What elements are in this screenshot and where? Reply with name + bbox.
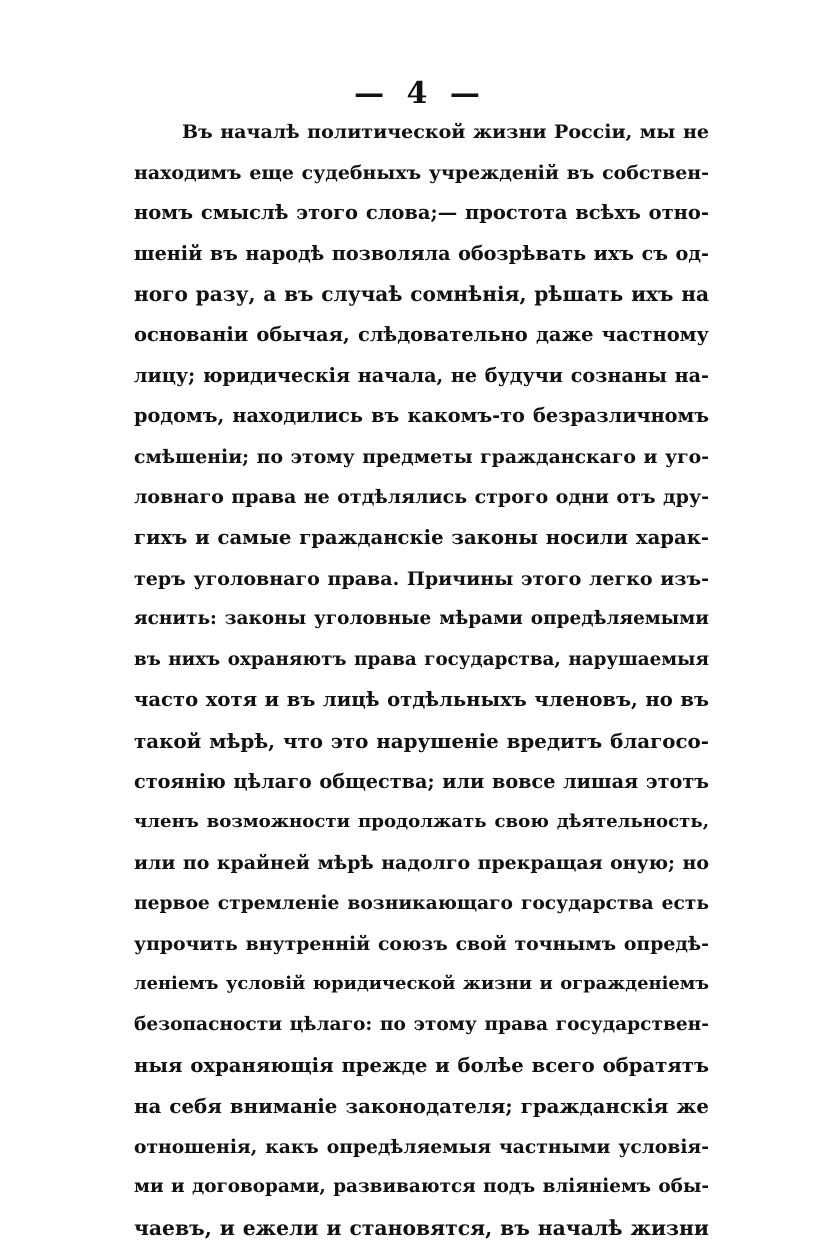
text-line: отношенія, какъ опредѣляемыя частными условія- <box>134 1135 709 1158</box>
text-line: лицу; юридическія начала, не будучи сознаны на- <box>134 363 709 387</box>
body-text <box>134 112 709 1249</box>
text-line: ного разу, а въ случаѣ сомнѣнія, рѣшать ихъ на <box>134 282 709 307</box>
text-line: часто хотя и въ лицѣ отдѣльныхъ членовъ, но въ <box>134 688 709 712</box>
text-line: находимъ еще судебныхъ учрежденій въ собствен- <box>134 161 709 184</box>
text-line: Въ началѣ политической жизни Россіи, мы не <box>182 121 709 143</box>
text-line: такой мѣрѣ, что это нарушеніе вредитъ благосо- <box>134 728 709 753</box>
text-line: ми и договорами, развиваются подъ вліяніемъ обы- <box>134 1176 709 1198</box>
text-line: или по крайней мѣрѣ надолго прекращая оную; но <box>134 851 709 874</box>
text-line: ныя охраняющія прежде и болѣе всего обратятъ <box>134 1053 709 1077</box>
text-line: смѣшеніи; по этому предметы гражданскаго и уго- <box>134 445 709 468</box>
text-line: леніемъ условій юридической жизни и огражденіемъ <box>134 973 709 995</box>
text-line: членъ возможности продолжать свою дѣятельность, <box>134 811 709 833</box>
text-line: упрочить внутренній союзъ свой точнымъ опредѣ- <box>134 932 709 955</box>
text-line: основаніи обычая, слѣдовательно даже частному <box>134 322 709 346</box>
text-line: первое стремленіе возникающаго государства есть <box>134 892 709 915</box>
text-line: безопасности цѣлаго: по этому права государствен- <box>134 1014 709 1036</box>
text-line: чаевъ, и ежели и становятся, въ началѣ жизни <box>134 1216 709 1241</box>
text-line: теръ уголовнаго права. Причины этого легко изъ- <box>134 567 709 590</box>
text-line: гихъ и самые гражданскіе законы носили харак- <box>134 525 709 549</box>
text-line: шеній въ народѣ позволяла обозрѣвать ихъ съ од- <box>134 241 709 265</box>
text-line: ловнаго права не отдѣлялись строго одни отъ дру- <box>134 486 709 509</box>
text-line: стоянію цѣлаго общества; или вовсе лишая этотъ <box>134 769 709 793</box>
text-line: яснить: законы уголовные мѣрами опредѣляемыми <box>134 608 709 630</box>
text-line: родомъ, находились въ какомъ-то безразличномъ <box>134 404 709 428</box>
page-number: — 4 — <box>354 76 486 111</box>
text-line: въ нихъ охраняютъ права государства, нарушаемыя <box>134 648 709 670</box>
text-line: номъ смыслѣ этого слова;— простота всѣхъ отно- <box>134 201 709 225</box>
text-line: на себя вниманіе законодателя; гражданскія же <box>134 1094 709 1119</box>
